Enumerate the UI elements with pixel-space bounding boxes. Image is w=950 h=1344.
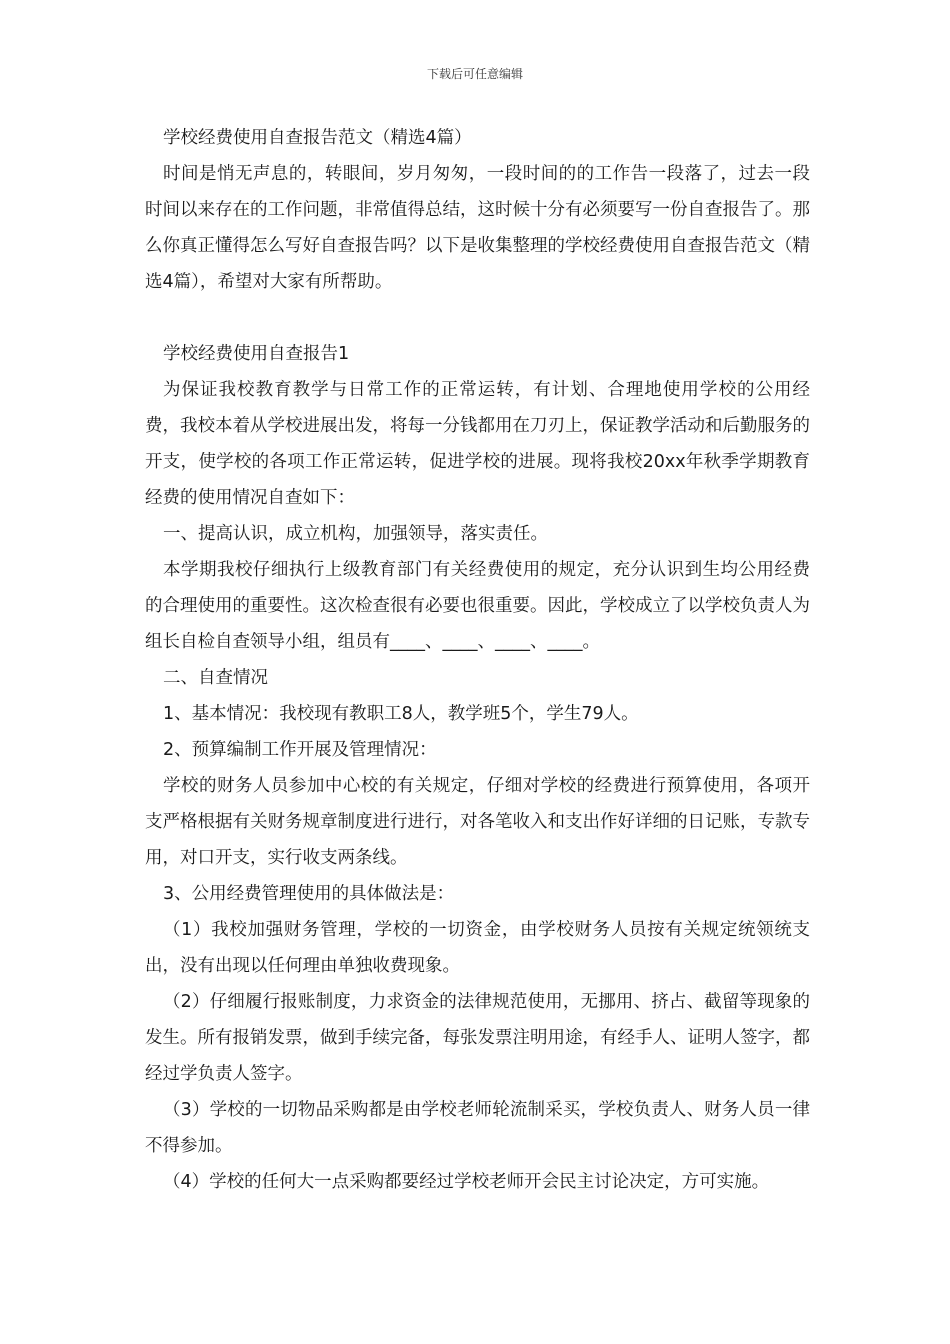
sub-item-4: （4）学校的任何大一点采购都要经过学校老师开会民主讨论决定，方可实施。 (163, 1172, 770, 1192)
sub-item-2: （2）仔细履行报账制度，力求资金的法律规范使用，无挪用、挤占、截留等现象的发生。所有报销发票，做到手续完备，每张发票注明用途，有经手人、证明人签字，都经过学负责人签字。 (145, 992, 810, 1084)
header-note: 下载后可任意编辑 (426, 67, 523, 81)
paragraph-1: 为保证我校教育教学与日常工作的正常运转，有计划、合理地使用学校的公用经费，我校本着从学校进展出发，将每一分钱都用在刀刃上，保证教学活动和后勤服务的开支，使学校的各项工作正常运转，促进学校的进展。现将我校20xx年秋季学期教育经费的使用情况自查如下： (145, 380, 810, 508)
document-title: 学校经费使用自查报告范文（精选4篇） (163, 128, 472, 148)
paragraph-2: 本学期我校仔细执行上级教育部门有关经费使用的规定，充分认识到生均公用经费的合理使用的重要性。这次检查很有必要也很重要。因此，学校成立了以学校负责人为组长自检自查领导小组，组员有____、____、____、____。 (145, 560, 810, 652)
section-title: 学校经费使用自查报告1 (163, 344, 350, 364)
list-item-1: 1、基本情况：我校现有教职工8人，教学班5个，学生79人。 (163, 704, 639, 724)
heading-1: 一、提高认识，成立机构，加强领导，落实责任。 (163, 524, 548, 544)
paragraph-3: 学校的财务人员参加中心校的有关规定，仔细对学校的经费进行预算使用，各项开支严格根据有关财务规章制度进行进行，对各笔收入和支出作好详细的日记账，专款专用，对口开支，实行收支两条线。 (145, 776, 810, 868)
sub-item-3: （3）学校的一切物品采购都是由学校老师轮流制采买，学校负责人、财务人员一律不得参加。 (145, 1100, 810, 1156)
intro-paragraph: 时间是悄无声息的，转眼间，岁月匆匆，一段时间的的工作告一段落了，过去一段时间以来存在的工作问题，非常值得总结，这时候十分有必须要写一份自查报告了。那么你真正懂得怎么写好自查报告吗？以下是收集整理的学校经费使用自查报告范文（精选4篇），希望对大家有所帮助。 (145, 164, 810, 292)
list-item-3: 3、公用经费管理使用的具体做法是： (163, 884, 455, 904)
document-body (145, 120, 810, 1200)
sub-item-1: （1）我校加强财务管理，学校的一切资金，由学校财务人员按有关规定统领统支出，没有出现以任何理由单独收费现象。 (145, 920, 810, 976)
heading-2: 二、自查情况 (163, 668, 268, 688)
list-item-2: 2、预算编制工作开展及管理情况： (163, 740, 437, 760)
spacer (145, 300, 810, 336)
